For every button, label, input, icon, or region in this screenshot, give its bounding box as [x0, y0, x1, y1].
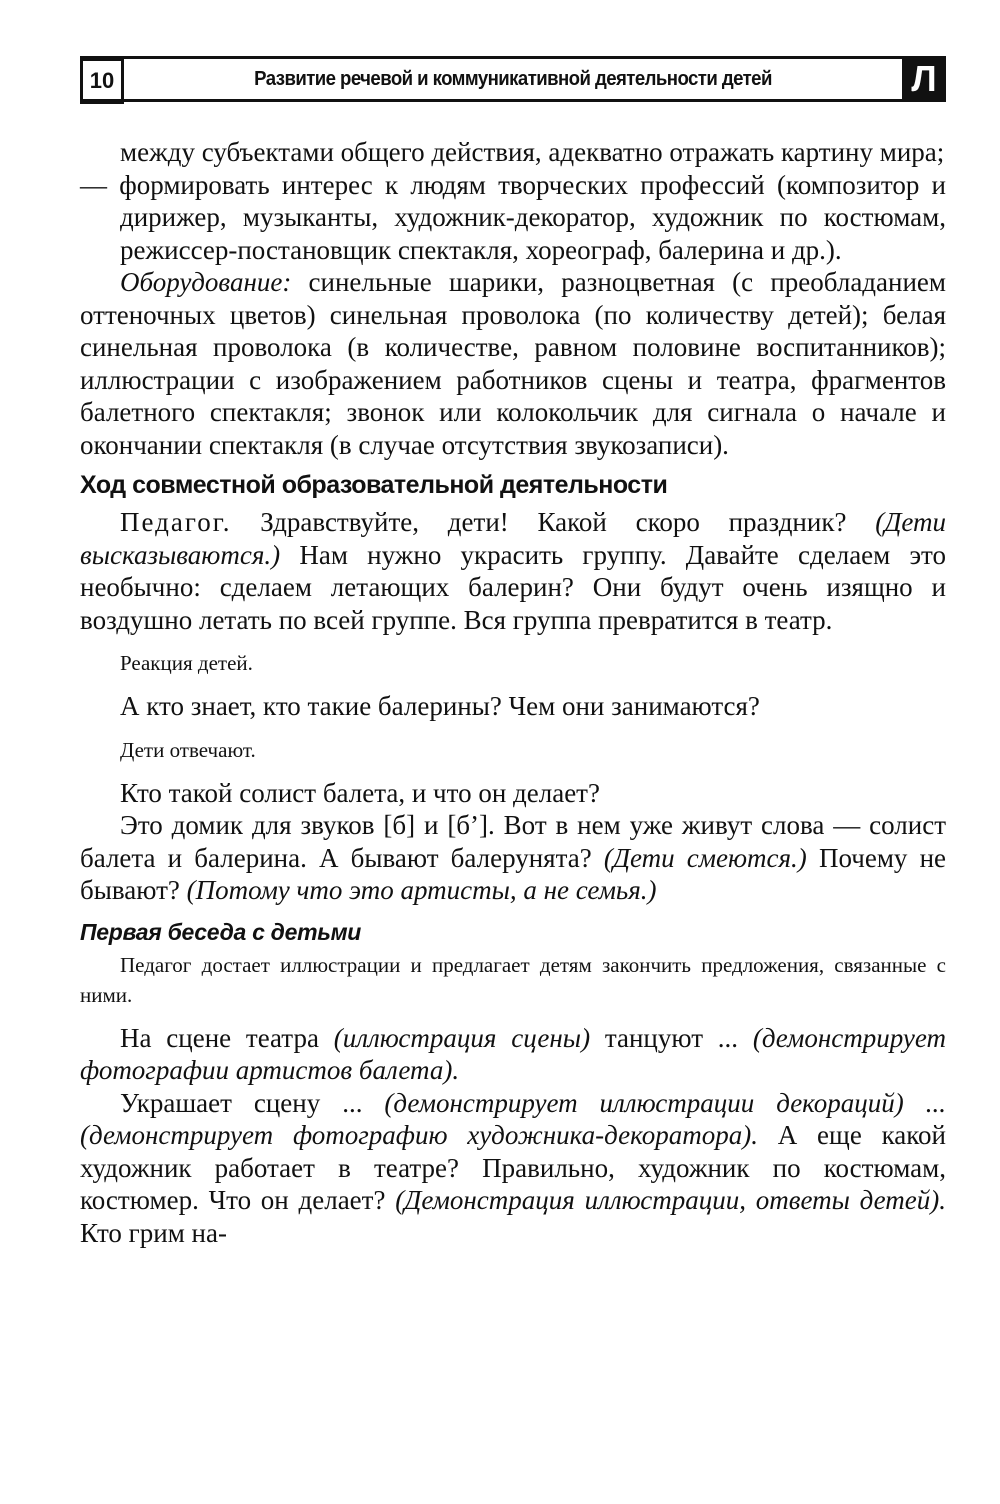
- stage-direction: Дети отвечают.: [120, 737, 256, 762]
- stage-direction: Реакция детей.: [120, 651, 253, 675]
- list-item-continued: между субъектами общего действия, адекватно отражать картину мира;: [120, 137, 945, 167]
- equipment-label: Оборудование:: [120, 267, 292, 297]
- dialogue-line: А кто знает, кто такие балерины? Чем они занимаются?: [120, 691, 760, 721]
- dialogue-line: Кто такой солист балета, и что он делает?: [120, 777, 600, 808]
- subsection-heading: Первая беседа с детьми: [80, 918, 362, 945]
- list-item: — формировать интерес к людям творческих профессий (композитор и дирижер, музыканты, художник-декоратор, художник по костюмам, режиссер-постановщик спектакля, хореограф, балерина и др.).: [80, 169, 947, 265]
- page-number: 10: [80, 58, 124, 104]
- conversation-paragraph: На сцене театра (иллюстрация сцены) танцуют ... (демонстрирует фотографии артистов балета).: [80, 1022, 946, 1085]
- section-heading: Ход совместной образовательной деятельности: [80, 471, 668, 499]
- stage-direction: Педагог достает иллюстрации и предлагает детям закончить предложения, связанные с ними.: [80, 952, 946, 1007]
- dialogue-paragraph: Это домик для звуков [б] и [б’]. Вот в нем уже живут слова — солист балета и балерина. А бывают балерунята? (Дети смеются.) Почему не бывают? (Потому что это артисты, а не семья.): [80, 810, 946, 905]
- dialogue-paragraph: Педагог. Здравствуйте, дети! Какой скоро праздник? (Дети высказываются.) Нам нужно украсить группу. Давайте сделаем это необычно: сделаем летающих балерин? Они будут очень изящно и воздушно летать по всей группе. Вся группа превратится в театр.: [80, 507, 946, 635]
- publisher-logo: Л: [902, 56, 946, 102]
- running-header: [80, 56, 946, 102]
- equipment-paragraph: Оборудование: синельные шарики, разноцветная (с преобладанием оттеночных цветов) синельная проволока (по количеству детей); белая синельная проволока (в количестве, равном половине воспитанников); иллюстрации с изображением работников сцены и театра, фрагментов балетного спектакля; звонок или колокольчик для сигнала о начале и окончании спектакля (в случае отсутствия звукозаписи).: [80, 267, 946, 460]
- dash-marker: —: [80, 169, 107, 200]
- conversation-paragraph: Украшает сцену ... (демонстрирует иллюстрации декораций) ... (демонстрирует фотографию художника-декоратора). А еще какой художник работает в театре? Правильно, художник по костюмам, костюмер. Что он делает? (Демонстрация иллюстрации, ответы детей). Кто грим на-: [80, 1087, 946, 1248]
- page-body: [80, 136, 946, 1249]
- running-title: Развитие речевой и коммуникативной деятельности детей: [254, 67, 772, 90]
- speaker-label: Педагог.: [120, 507, 232, 537]
